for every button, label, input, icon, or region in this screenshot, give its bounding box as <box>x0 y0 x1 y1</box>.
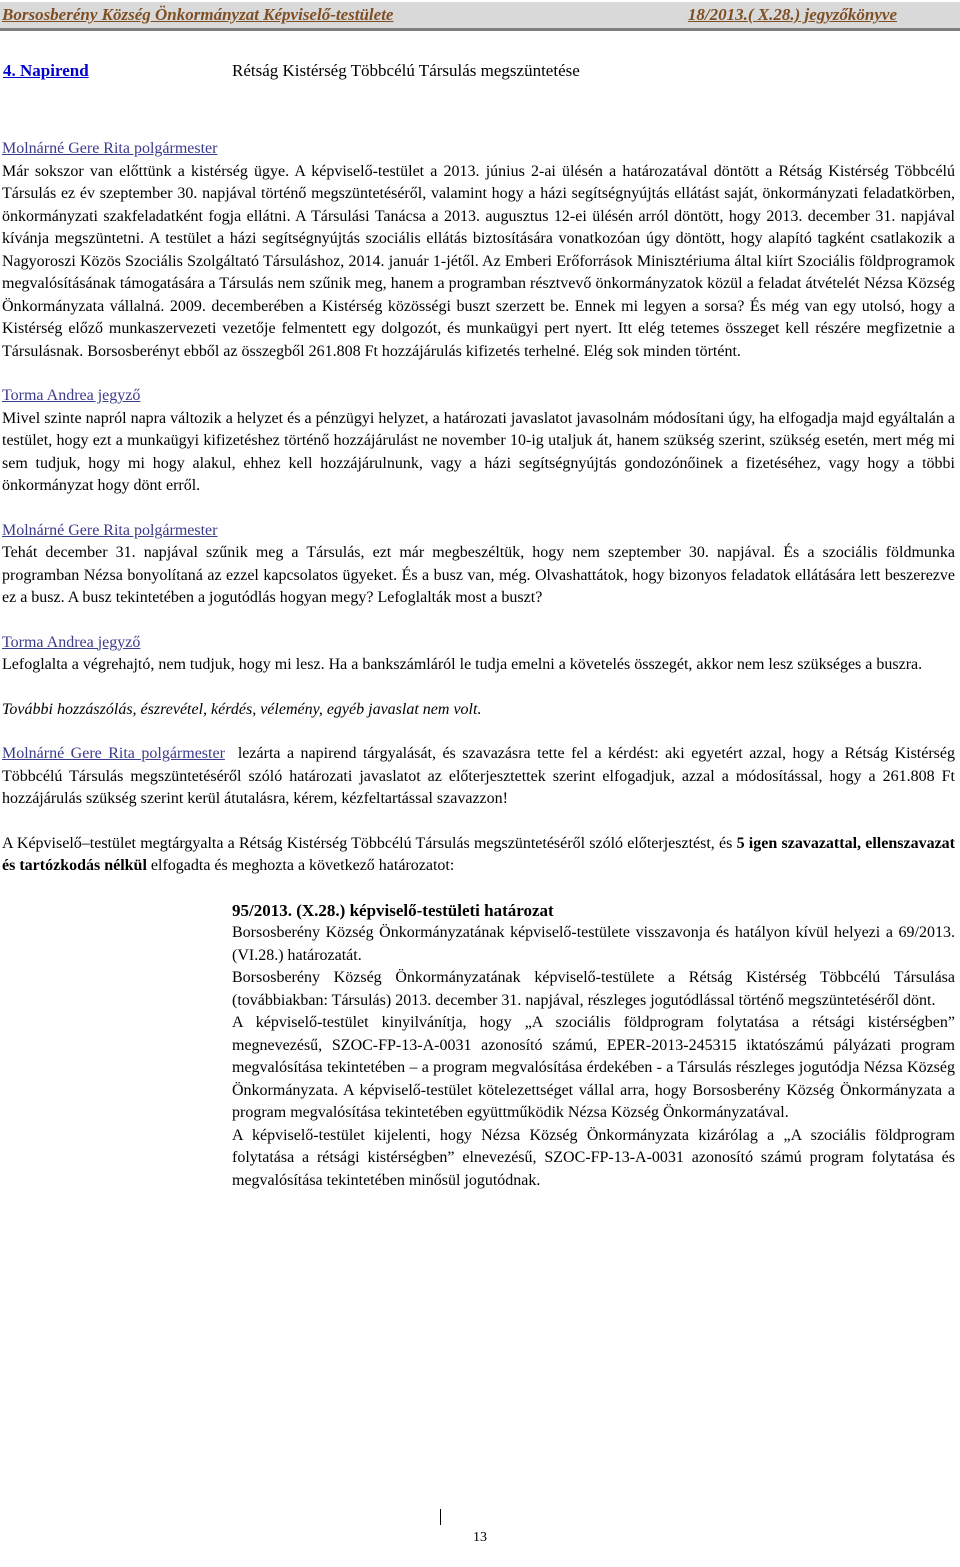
no-more-comments: További hozzászólás, észrevétel, kérdés, vélemény, egyéb javaslat nem volt. <box>2 700 482 718</box>
speech-text: Tehát december 31. napjával szűnik meg a Társulás, ezt már megbeszéltük, hogy nem szeptember 30. napjával. És a szociális földmunka programban Nézsa bonyolítaná az ezzel kapcsolatos ügyeket. És a busz van, még. Olvashattátok, hogy bizonyos feladatok ellátására lett beszerezve ez a busz. A busz tekintetében a jogutódlás hogyan megy? Lefoglalták most a buszt? <box>2 544 955 606</box>
speaker-name: Torma Andrea jegyző <box>2 387 141 404</box>
agenda-number: 4. Napirend <box>3 61 89 80</box>
header-title: Borsosberény Község Önkormányzat Képviselő-testülete <box>2 5 394 24</box>
resolution-paragraph: Borsosberény Község Önkormányzatának képviselő-testülete visszavonja és hatályon kívül helyezi a 69/2013. (VI.28.) határozatát. <box>232 924 955 964</box>
page-header <box>0 2 960 31</box>
speech-text: Mivel szinte napról napra változik a helyzet és a pénzügyi helyzet, a határozati javaslatot javasolnám módosítani úgy, ha elfogadja majd egyáltalán a testület, hogy ezt a munkaügyi kifizetéshez történő hozzájárulást ne november 10-ig utaljuk át, hanem szükség szerint, szükség esetén, mert még mi sem tudjuk, hogy mi hogy alakul, ehhez kell hozzájárulnunk, vagy a házi segítségnyújtás gondozónőinek a fizetéséhez, vagy hogy a többi önkormányzat hogy dönt erről. <box>2 409 955 494</box>
resolution-paragraph: Borsosberény Község Önkormányzatának képviselő-testülete a Rétság Kistérség Többcélú Társulása (továbbiakban: Társulás) 2013. december 31. napjával, részleges jogutódlással történő megszüntetéséről dönt. <box>232 969 955 1009</box>
speech-text: Már sokszor van előttünk a kistérség ügye. A képviselő-testület a 2013. június 2-ai ülésén a határozatával döntött a Rétság Kistérség Többcélú Társulás ez év szeptember 30. napjával történő megszüntetéséről, valamint hogy a házi segítségnyújtás ellátást saját, önkormányzati feladatkörben, önkormányzati szakfeladatként fogja ellátni. A Társulási Tanácsa a 2013. augusztus 12-ei ülésén arról döntött, hogy 2013. december 31. napjával kívánja megszüntetni. A testület a házi segítségnyújtás szociális ellátás biztosítására vonatkozóan úgy döntött, hogy alapító tagként csatlakozik a Nagyoroszi Közös Szociális Szolgáltató Társuláshoz, 2014. január 1-jétől. Az Emberi Erőforrások Minisztériuma által kiírt Szociális földprogramok megvalósításának támogatására a Társulás nem szűnik meg, hanem a programban résztvevő önkormányzatok közül a feladat átvételét Nézsa Község Önkormányzata vállalná. 2009. decemberében a Kistérség közösségi buszt szerzett be. Ennek mi legyen a sorsa? És még van egy utolsó, hogy a Kistérség előző munkaszervezeti vezetője felmentett egy dolgozót, és munkaügyi pert nyert. Itt elég tetemes összeget kell részére megfizetnie a Társulásnak. Borsosberényt ebből az összegből 261.808 Ft hozzájárulás kifizetés terhelné. Elég sok minden történt. <box>2 162 955 360</box>
page-number: 13 <box>0 1527 960 1550</box>
speaker-name: Torma Andrea jegyző <box>2 633 141 651</box>
speaker-name: Molnárné Gere Rita polgármester <box>2 140 218 157</box>
speech-text: Lefoglalta a végrehajtó, nem tudjuk, hogy mi lesz. Ha a bankszámláról le tudja emelni a követelés összegét, akkor nem lesz szükséges a buszra. <box>2 656 923 673</box>
closing-statement <box>2 743 955 811</box>
minutes-body <box>2 138 955 1192</box>
vote-count: 5 igen szavazattal, ellenszavazat és tartózkodás nélkül <box>2 834 955 874</box>
resolution-paragraph: A képviselő-testület kinyilvánítja, hogy „A szociális földprogram folytatása a rétsági kistérségben” megnevezésű, SZOC-FP-13-A-0031 azonosító számú, EPER-2013-245315 iktatószámú pályázati program megvalósítása tekintetében – a program megvalósítása érdekében - a Társulás részleges jogutódja Nézsa Község Önkormányzata. A képviselő-testület kötelezettséget vállal arra, hogy Borsosberény Község Önkormányzata a program megvalósítása tekintetében együttműködik Nézsa Község Önkormányzatával. <box>232 1014 955 1121</box>
speaker-name: Molnárné Gere Rita polgármester <box>2 521 218 539</box>
vote-result: A Képviselő–testület megtárgyalta a Rétság Kistérség Többcélú Társulás megszüntetéséről szóló előterjesztést, és 5 igen szavazattal, ellenszavazat és tartózkodás nélkül elfogadta és meghozta a következő határozatot: <box>2 834 955 874</box>
closing-speaker: Molnárné Gere Rita polgármester <box>2 745 225 762</box>
closing-text: lezárta a napirend tárgyalását, és szavazásra tette fel a kérdést: aki egyetért azzal, hogy a Rétság Kistérség Többcélú Társulás megszüntetéséről szóló határozati javaslatot az előterjesztettek szerint elfogadjuk, azzal a módosítással, hogy a 261.808 Ft hozzájárulás szükség szerint kerül átutalásra, kérem, kézfeltartással szavazzon! <box>2 745 956 807</box>
agenda-title: Rétság Kistérség Többcélú Társulás megszüntetése <box>232 61 580 80</box>
header-document-id: 18/2013.( X.28.) jegyzőkönyve <box>687 5 897 24</box>
resolution <box>232 900 955 1193</box>
resolution-title: 95/2013. (X.28.) képviselő-testületi határozat <box>232 900 554 920</box>
resolution-paragraph: A képviselő-testület kijelenti, hogy Nézsa Község Önkormányzata kizárólag a „A szociális földprogram folytatása a rétsági kistérségben” elnevezésű, SZOC-FP-13-A-0031 azonosító számú program folytatása és megvalósítása tekintetében minősül jogutódnak. <box>232 1126 955 1189</box>
